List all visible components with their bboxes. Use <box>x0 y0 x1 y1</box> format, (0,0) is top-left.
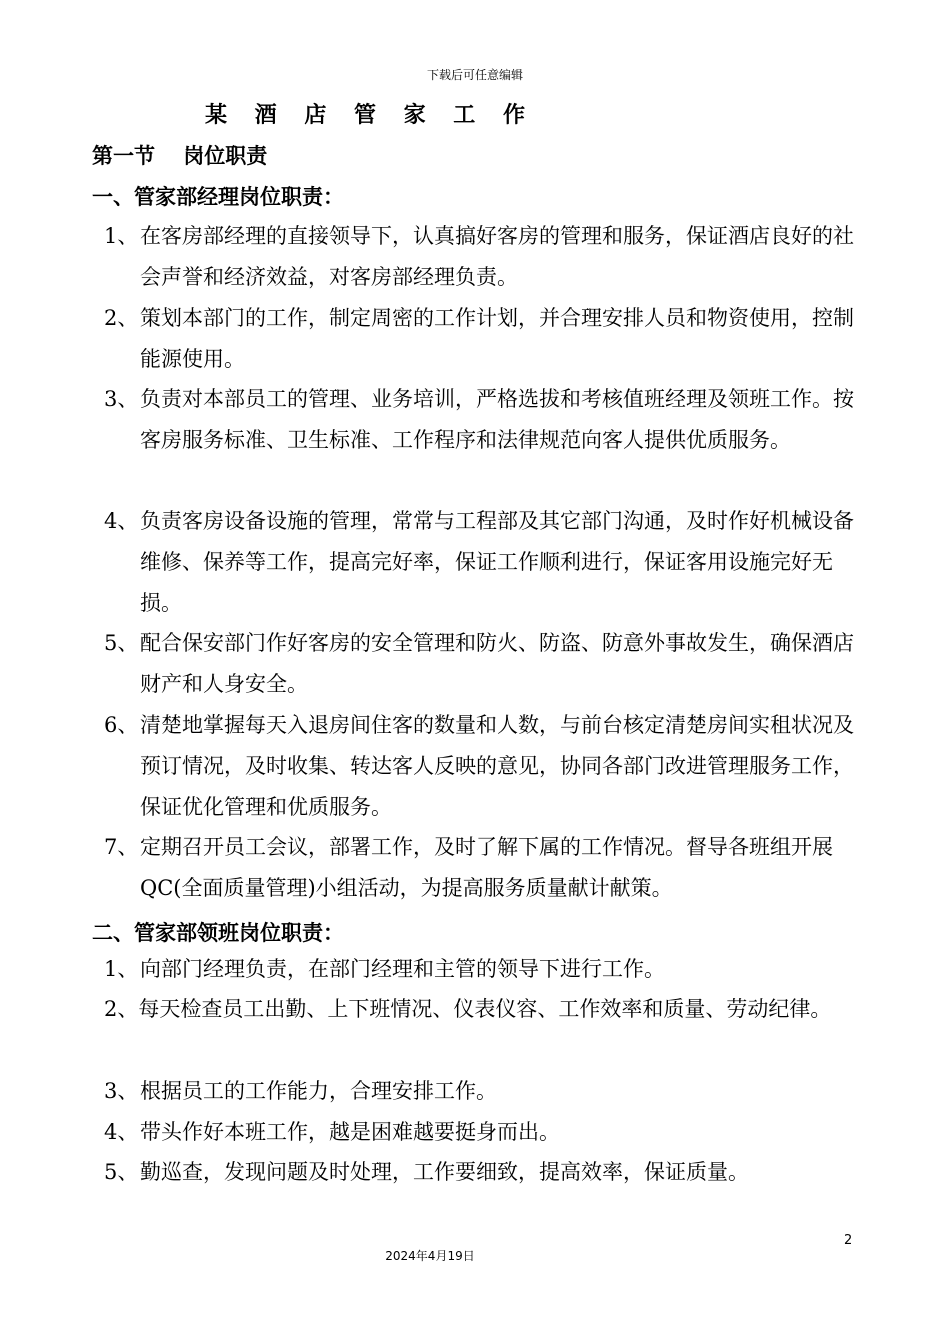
item-number: 2、 <box>104 306 139 330</box>
item-text: 负责对本部员工的管理、业务培训，严格选拔和考核值班经理及领班工作。按客房服务标准、卫生标准、工作程序和法律规范向客人提供优质服务。 <box>140 387 854 452</box>
item-text: 2、每天检查员工出勤、上下班情况、仪表仪容、工作效率和质量、劳动纪律。 <box>104 997 832 1021</box>
document-title: 某 酒 店 管 家 工 作 <box>205 102 535 128</box>
part1-item-2 <box>104 298 864 380</box>
item-text: 策划本部门的工作，制定周密的工作计划，并合理安排人员和物资使用，控制能源使用。 <box>140 306 854 371</box>
part2-heading: 二、管家部领班岗位职责： <box>92 920 344 945</box>
part1-item-6 <box>104 705 864 828</box>
item-text: 清楚地掌握每天入退房间住客的数量和人数，与前台核定清楚房间实租状况及预订情况，及时收集、转达客人反映的意见，协同各部门改进管理服务工作，保证优化管理和优质服务。 <box>140 713 854 819</box>
page-number: 2 <box>844 1233 853 1248</box>
part1-item-5 <box>104 623 864 705</box>
part1-item-1 <box>104 216 864 298</box>
part1-item-7 <box>104 827 864 909</box>
part2-item-4 <box>104 1112 864 1153</box>
item-number: 1、 <box>104 224 139 248</box>
footer-date: 2024年4月19日 <box>385 1249 475 1263</box>
item-number: 3、 <box>104 387 139 411</box>
item-text: 带头作好本班工作，越是困难越要挺身而出。 <box>140 1120 560 1144</box>
item-number: 4、 <box>104 509 139 533</box>
item-number: 5、 <box>104 1160 139 1184</box>
part1-heading: 一、管家部经理岗位职责： <box>92 184 344 209</box>
part2-item-5 <box>104 1152 864 1193</box>
header-note: 下载后可任意编辑 <box>426 68 523 82</box>
part2-item-1 <box>104 949 864 990</box>
item-text: 向部门经理负责，在部门经理和主管的领导下进行工作。 <box>140 957 665 981</box>
item-number: 6、 <box>104 713 139 737</box>
item-text: 在客房部经理的直接领导下，认真搞好客房的管理和服务，保证酒店良好的社会声誉和经济效益，对客房部经理负责。 <box>140 224 854 289</box>
item-text: 负责客房设备设施的管理，常常与工程部及其它部门沟通，及时作好机械设备维修、保养等工作，提高完好率，保证工作顺利进行，保证客用设施完好无损。 <box>140 509 854 615</box>
part1-item-3 <box>104 379 864 461</box>
item-text: 勤巡查，发现问题及时处理，工作要细致，提高效率，保证质量。 <box>140 1160 749 1184</box>
section-heading: 第一节 岗位职责 <box>92 143 268 168</box>
item-number: 4、 <box>104 1120 139 1144</box>
part2-item-2 <box>92 989 864 1030</box>
item-text: 配合保安部门作好客房的安全管理和防火、防盗、防意外事故发生，确保酒店财产和人身安全。 <box>140 631 854 696</box>
item-number: 7、 <box>104 835 139 859</box>
part1-item-4 <box>104 501 864 624</box>
item-number: 1、 <box>104 957 139 981</box>
item-text: 定期召开员工会议，部署工作，及时了解下属的工作情况。督导各班组开展QC(全面质量管理)小组活动，为提高服务质量献计献策。 <box>140 835 833 900</box>
item-number: 3、 <box>104 1079 139 1103</box>
item-text: 根据员工的工作能力，合理安排工作。 <box>140 1079 497 1103</box>
item-number: 5、 <box>104 631 139 655</box>
part2-item-3 <box>104 1071 864 1112</box>
